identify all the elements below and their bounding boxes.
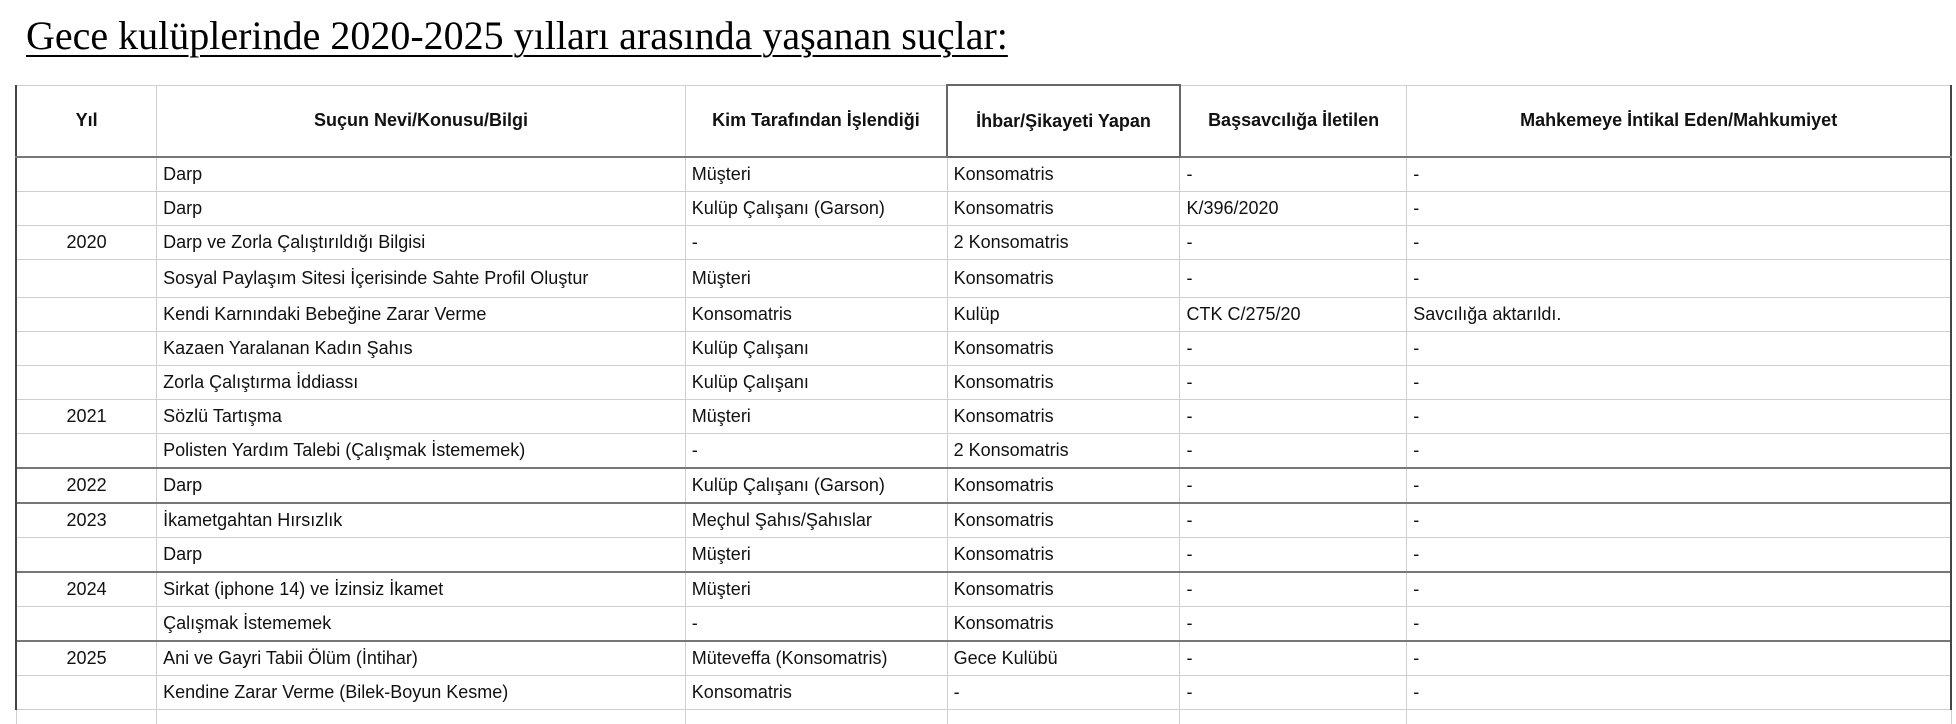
cell-committed-by: Müşteri xyxy=(685,572,947,607)
cell-offense: Kazaen Yaralanan Kadın Şahıs xyxy=(157,332,686,366)
cell-prosecutor: - xyxy=(1180,260,1407,298)
page-title: Gece kulüplerinde 2020-2025 yılları arasında yaşanan suçlar: xyxy=(26,10,1008,62)
cell-reporter: 2 Konsomatris xyxy=(947,434,1180,469)
cell-year xyxy=(16,366,157,400)
cell-prosecutor: - xyxy=(1180,676,1407,710)
cell-year: 2024 xyxy=(16,572,157,607)
crime-table xyxy=(15,84,1952,724)
header-court: Mahkemeye İntikal Eden/Mahkumiyet xyxy=(1407,85,1951,157)
cell-court: - xyxy=(1407,538,1951,573)
cell-court: Savcılığa aktarıldı. xyxy=(1407,298,1951,332)
cell-court: - xyxy=(1407,572,1951,607)
table-row xyxy=(16,503,1951,538)
cell-reporter: Konsomatris xyxy=(947,366,1180,400)
cell-court: - xyxy=(1407,400,1951,434)
cell-offense: Darp xyxy=(157,468,686,503)
cell-prosecutor: - xyxy=(1180,400,1407,434)
cell-year: 2022 xyxy=(16,468,157,503)
cell-court: - xyxy=(1407,676,1951,710)
table-row xyxy=(16,434,1951,469)
header-row xyxy=(16,85,1951,157)
cell-prosecutor: - xyxy=(1180,641,1407,676)
cell-committed-by: Kulüp Çalışanı xyxy=(685,366,947,400)
cell-reporter: Konsomatris xyxy=(947,572,1180,607)
header-offense: Suçun Nevi/Konusu/Bilgi xyxy=(157,85,686,157)
cell-prosecutor: - xyxy=(1180,538,1407,573)
cell-offense: Darp ve Zorla Çalıştırıldığı Bilgisi xyxy=(157,226,686,260)
cell-committed-by: Müşteri xyxy=(685,260,947,298)
cell-court: - xyxy=(1407,503,1951,538)
cell-year: 2020 xyxy=(16,226,157,260)
table-row xyxy=(16,226,1951,260)
cell-prosecutor: - xyxy=(1180,572,1407,607)
cell-committed-by: - xyxy=(685,607,947,642)
cell-offense: Darp xyxy=(157,192,686,226)
cell-offense: Sirkat (iphone 14) ve İzinsiz İkamet xyxy=(157,572,686,607)
cell-reporter: Konsomatris xyxy=(947,538,1180,573)
table-row xyxy=(16,607,1951,642)
cell-year xyxy=(16,676,157,710)
table-row xyxy=(16,298,1951,332)
cell-committed-by: Konsomatris xyxy=(685,298,947,332)
cell-court: - xyxy=(1407,434,1951,469)
empty-cell xyxy=(1407,710,1951,724)
cell-court: - xyxy=(1407,192,1951,226)
cell-committed-by: Müşteri xyxy=(685,538,947,573)
cell-offense: Ani ve Gayri Tabii Ölüm (İntihar) xyxy=(157,641,686,676)
cell-offense: Çalışmak İstememek xyxy=(157,607,686,642)
cell-committed-by: Kulüp Çalışanı xyxy=(685,332,947,366)
cell-committed-by: - xyxy=(685,226,947,260)
cell-prosecutor: - xyxy=(1180,332,1407,366)
cell-offense: Polisten Yardım Talebi (Çalışmak İstememek) xyxy=(157,434,686,469)
cell-prosecutor: - xyxy=(1180,366,1407,400)
cell-committed-by: Kulüp Çalışanı (Garson) xyxy=(685,468,947,503)
cell-reporter: Konsomatris xyxy=(947,260,1180,298)
table-row xyxy=(16,157,1951,192)
cell-year xyxy=(16,434,157,469)
cell-court: - xyxy=(1407,260,1951,298)
cell-year xyxy=(16,260,157,298)
cell-year: 2025 xyxy=(16,641,157,676)
cell-committed-by: Müteveffa (Konsomatris) xyxy=(685,641,947,676)
cell-year xyxy=(16,298,157,332)
cell-reporter: Konsomatris xyxy=(947,332,1180,366)
spreadsheet xyxy=(8,84,1952,696)
cell-court: - xyxy=(1407,641,1951,676)
cell-offense: Darp xyxy=(157,157,686,192)
cell-court: - xyxy=(1407,607,1951,642)
cell-court: - xyxy=(1407,332,1951,366)
empty-cell xyxy=(947,710,1180,724)
cell-prosecutor: - xyxy=(1180,468,1407,503)
cell-court: - xyxy=(1407,366,1951,400)
cell-reporter: - xyxy=(947,676,1180,710)
cell-reporter: Konsomatris xyxy=(947,607,1180,642)
table-row xyxy=(16,538,1951,573)
cell-offense: Darp xyxy=(157,538,686,573)
cell-prosecutor: - xyxy=(1180,226,1407,260)
table-row xyxy=(16,192,1951,226)
table-row xyxy=(16,400,1951,434)
header-prosecutor: Başsavcılığa İletilen xyxy=(1180,85,1407,157)
cell-reporter: Konsomatris xyxy=(947,503,1180,538)
header-reporter: İhbar/Şikayeti Yapan xyxy=(947,85,1180,157)
cell-offense: Sözlü Tartışma xyxy=(157,400,686,434)
table-row xyxy=(16,332,1951,366)
empty-cell xyxy=(685,710,947,724)
table-row xyxy=(16,676,1951,710)
empty-cell xyxy=(1180,710,1407,724)
cell-prosecutor: - xyxy=(1180,607,1407,642)
cell-committed-by: Konsomatris xyxy=(685,676,947,710)
cell-offense: İkametgahtan Hırsızlık xyxy=(157,503,686,538)
table-row xyxy=(16,260,1951,298)
cell-reporter: Kulüp xyxy=(947,298,1180,332)
cell-committed-by: - xyxy=(685,434,947,469)
cell-year: 2021 xyxy=(16,400,157,434)
cell-year xyxy=(16,538,157,573)
cell-offense: Kendi Karnındaki Bebeğine Zarar Verme xyxy=(157,298,686,332)
cell-reporter: Gece Kulübü xyxy=(947,641,1180,676)
cell-prosecutor: - xyxy=(1180,503,1407,538)
cell-court: - xyxy=(1407,157,1951,192)
cell-prosecutor: K/396/2020 xyxy=(1180,192,1407,226)
cell-offense: Sosyal Paylaşım Sitesi İçerisinde Sahte Profil Oluştur xyxy=(157,260,686,298)
cell-committed-by: Müşteri xyxy=(685,157,947,192)
cell-committed-by: Kulüp Çalışanı (Garson) xyxy=(685,192,947,226)
cell-court: - xyxy=(1407,468,1951,503)
header-committed-by: Kim Tarafından İşlendiği xyxy=(685,85,947,157)
table-body xyxy=(16,157,1951,724)
cell-committed-by: Meçhul Şahıs/Şahıslar xyxy=(685,503,947,538)
cell-offense: Kendine Zarar Verme (Bilek-Boyun Kesme) xyxy=(157,676,686,710)
cell-prosecutor: CTK C/275/20 xyxy=(1180,298,1407,332)
header-year: Yıl xyxy=(16,85,157,157)
cell-year xyxy=(16,192,157,226)
cell-prosecutor: - xyxy=(1180,157,1407,192)
table-row xyxy=(16,366,1951,400)
cell-court: - xyxy=(1407,226,1951,260)
cell-committed-by: Müşteri xyxy=(685,400,947,434)
cell-prosecutor: - xyxy=(1180,434,1407,469)
cell-reporter: Konsomatris xyxy=(947,400,1180,434)
cell-year xyxy=(16,157,157,192)
table-row xyxy=(16,572,1951,607)
empty-cell xyxy=(16,710,157,724)
cell-reporter: Konsomatris xyxy=(947,468,1180,503)
cell-year xyxy=(16,607,157,642)
cell-reporter: 2 Konsomatris xyxy=(947,226,1180,260)
cell-reporter: Konsomatris xyxy=(947,192,1180,226)
cell-year: 2023 xyxy=(16,503,157,538)
cell-reporter: Konsomatris xyxy=(947,157,1180,192)
table-row xyxy=(16,468,1951,503)
empty-cell xyxy=(157,710,686,724)
table-row xyxy=(16,641,1951,676)
cell-year xyxy=(16,332,157,366)
cell-offense: Zorla Çalıştırma İddiassı xyxy=(157,366,686,400)
empty-row xyxy=(16,710,1951,724)
